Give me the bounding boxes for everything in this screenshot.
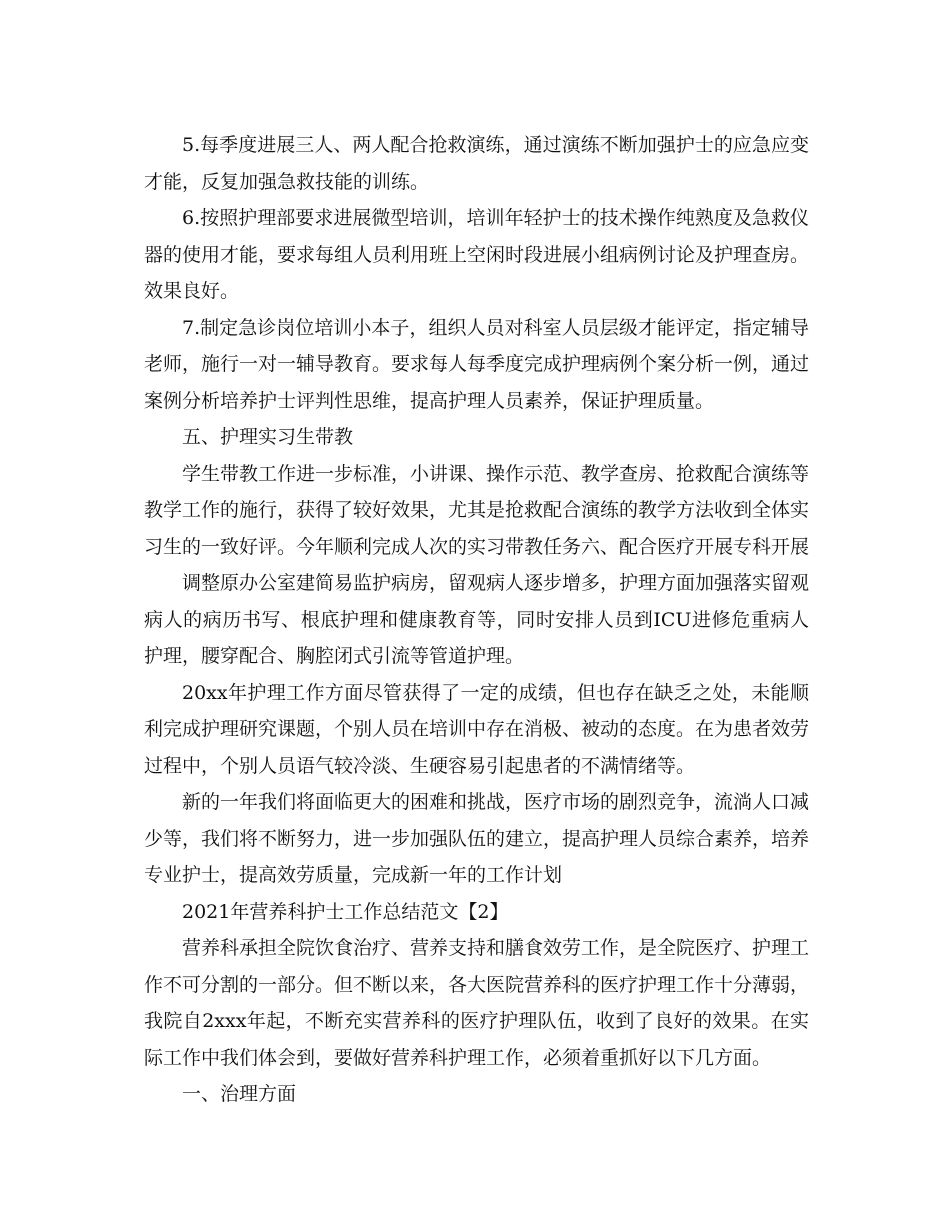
section-heading-intern-teaching: 五、护理实习生带教 (182, 426, 354, 448)
paragraph-new-year-plan: 新的一年我们将面临更大的困难和挑战，医疗市场的剧烈竞争，流淌人口减少等，我们将不断努力，进一步加强队伍的建立，提高护理人员综合素养，培养专业护士，提高效劳质量，完成新一年的工作计划 (144, 791, 810, 886)
paragraph-drill-training: 5.每季度进展三人、两人配合抢救演练，通过演练不断加强护士的应急应变才能，反复加强急救技能的训练。 (144, 134, 809, 193)
paragraph-shortcomings: 20xx年护理工作方面尽管获得了一定的成绩，但也存在缺乏之处，未能顺利完成护理研究课题，个别人员在培训中存在消极、被动的态度。在为患者效劳过程中，个别人员语气较冷淡、生硬容易引起患者的不满情绪等。 (144, 681, 810, 777)
paragraph-nutrition-intro: 营养科承担全院饮食治疗、营养支持和膳食效劳工作，是全院医疗、护理工作不可分割的一部分。但不断以来，各大医院营养科的医疗护理工作十分薄弱，我院自2xxx年起，不断充实营养科的医疗护理队伍，收到了良好的效果。在实际工作中我们体会到，要做好营养科护理工作，必须着重抓好以下几方面。 (144, 937, 810, 1069)
paragraph-post-training-booklet: 7.制定急诊岗位培训小本子，组织人员对科室人员层级才能评定，指定辅导老师，施行一对一辅导教育。要求每人每季度完成护理病例个案分析一例，通过案例分析培养护士评判性思维，提高护理人员素养，保证护理质量。 (144, 316, 810, 412)
paragraph-monitoring-ward: 调整原办公室建简易监护病房，留观病人逐步增多，护理方面加强落实留观病人的病历书写、根底护理和健康教育等，同时安排人员到ICU进修危重病人护理，腰穿配合、胸腔闭式引流等管道护理。 (144, 572, 810, 667)
paragraph-student-teaching: 学生带教工作进一步标准，小讲课、操作示范、教学查房、抢救配合演练等教学工作的施行，获得了较好效果，尤其是抢救配合演练的教学方法收到全体实习生的一致好评。今年顺利完成人次的实习带教任务六、配合医疗开展专科开展 (144, 462, 810, 558)
paragraph-micro-training: 6.按照护理部要求进展微型培训，培训年轻护士的技术操作纯熟度及急救仪器的使用才能，要求每组人员利用班上空闲时段进展小组病例讨论及护理查房。效果良好。 (144, 207, 810, 302)
document-body (144, 127, 809, 1113)
article-title: 2021年营养科护士工作总结范文【2】 (182, 900, 509, 923)
section-heading-management: 一、治理方面 (182, 1083, 297, 1105)
